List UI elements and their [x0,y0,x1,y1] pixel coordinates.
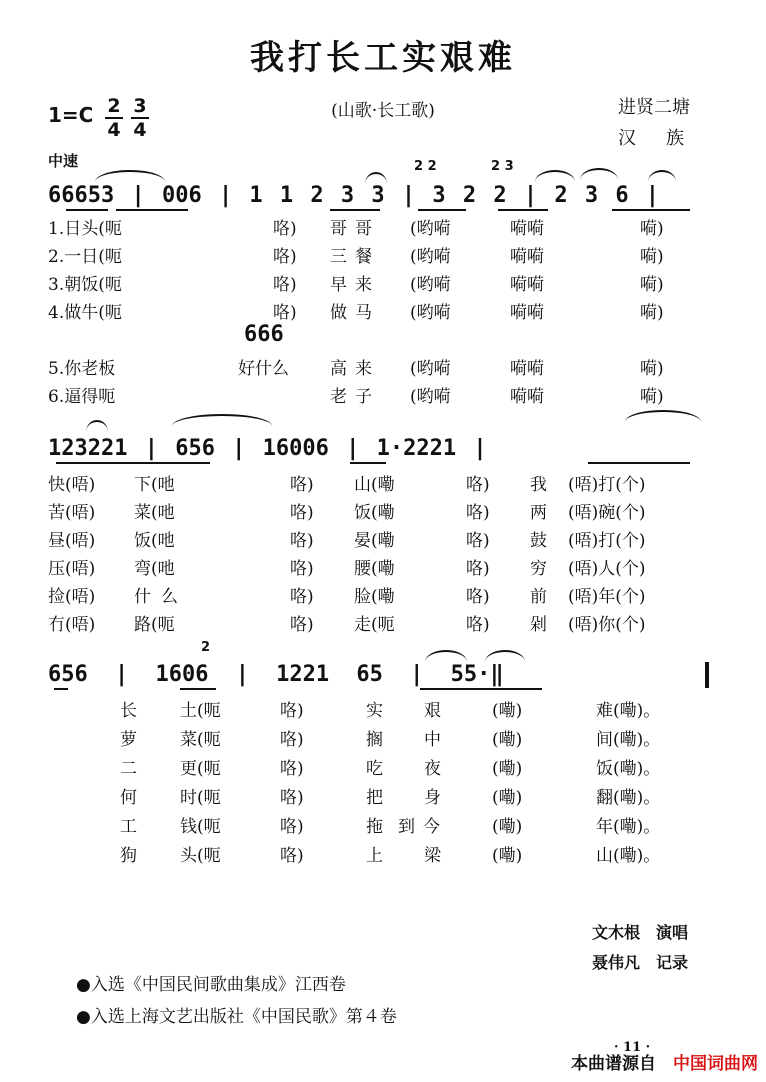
beam [350,462,386,464]
beam [330,209,380,211]
lyric-row: 1.日头(呃 咯) 哥哥 (哟嗬 嗬嗬 嗬) [48,219,664,239]
lyric-row: 苦(唔) 菜(吔 咯) 饭(嘞 咯) 两 (唔)碗(个) [48,503,646,523]
time-signature-2: 3 4 [131,96,149,140]
lyric-row: 二 更(呃 咯) 吃 夜 (嘞) 饭(嘞)。 [120,759,661,779]
lyric-row: 工 钱(呃 咯) 拖 到今 (嘞) 年(嘞)。 [120,817,661,837]
slur [86,420,108,432]
beam [56,462,210,464]
lyric-row: 快(唔) 下(吔 咯) 山(嘞 咯) 我 (唔)打(个) [48,475,646,495]
slur [485,650,525,662]
lyric-row: 长 土(呃 咯) 实 艰 (嘞) 难(嘞)。 [120,701,661,721]
page-title: 我打长工实艰难 [250,38,516,78]
slur [95,170,165,182]
lyric-row: 5.你老板 好什么 高来 (哟嗬 嗬嗬 嗬) [48,359,664,379]
notes-line-2: 123221 | 656 | 16006 | 1·2221 | [48,436,487,461]
time-signature-1: 2 4 [105,96,123,140]
beam [420,688,542,690]
key-signature: 1=C [48,103,94,127]
lyric-row: 昼(唔) 饭(吔 咯) 晏(嘞 咯) 鼓 (唔)打(个) [48,531,646,551]
grace-notes: 2 2 [414,159,437,174]
notes-line-1: 66653 | 006 | 1 1 2 3 3 | 3 2 2 | 2 3 6 | [48,183,660,208]
slur [580,168,618,180]
lyric-row: 狗 头(呃 咯) 上 梁 (嘞) 山(嘞)。 [120,846,661,866]
singer-credit: 文木根 演唱 [592,923,689,942]
origin: 进贤二塘 [618,97,690,118]
slur [535,170,575,182]
lyric-row: 3.朝饭(呃 咯) 早来 (哟嗬 嗬嗬 嗬) [48,275,664,295]
recorder-credit: 聂伟凡 记录 [592,953,689,972]
slur [172,414,272,426]
beam [180,688,216,690]
footnote-1: ●入选《中国民间歌曲集成》江西卷 [76,975,346,995]
slur [425,650,467,662]
final-barline [705,662,709,688]
beam [116,209,188,211]
lyric-row: 2.一日(呃 咯) 三餐 (哟嗬 嗬嗬 嗬) [48,247,664,267]
page-number: · 11 · [614,1040,651,1055]
beam [498,209,548,211]
slur [648,170,676,182]
slur [625,410,701,422]
watermark-site-link[interactable]: 中国词曲网 [673,1054,758,1074]
lyric-row: 何 时(呃 咯) 把 身 (嘞) 翻(嘞)。 [120,788,661,808]
beam [66,209,108,211]
subtitle: (山歌·长工歌) [331,101,435,121]
grace-notes: 2 3 [491,159,514,174]
lyric-row: 捡(唔) 什么 咯) 脸(嘞 咯) 前 (唔)年(个) [48,587,646,607]
lyric-row: 4.做牛(呃 咯) 做马 (哟嗬 嗬嗬 嗬) [48,303,664,323]
lyric-row: 6.逼得呃 老子 (哟嗬 嗬嗬 嗬) [48,387,664,407]
beam [588,462,690,464]
lyric-row: 冇(唔) 路(呃 咯) 走(呃 咯) 剁 (唔)你(个) [48,615,646,635]
beam [54,688,68,690]
beam [418,209,466,211]
lyric-row: 压(唔) 弯(吔 咯) 腰(嘞 咯) 穷 (唔)人(个) [48,559,646,579]
alt-notes: 666 [244,322,284,347]
notes-line-3: 656 | 1606 | 1221 65 | 55·‖ [48,662,504,687]
lyric-row: 萝 菜(呃 咯) 搁 中 (嘞) 间(嘞)。 [120,730,661,750]
watermark-source-label: 本曲谱源自 [571,1054,656,1074]
tempo-marking: 中速 [48,152,79,170]
ethnicity: 汉 族 [618,128,690,149]
footnote-2: ●入选上海文艺出版社《中国民歌》第４卷 [76,1007,397,1027]
grace-note: 2 [201,640,211,655]
beam [612,209,690,211]
